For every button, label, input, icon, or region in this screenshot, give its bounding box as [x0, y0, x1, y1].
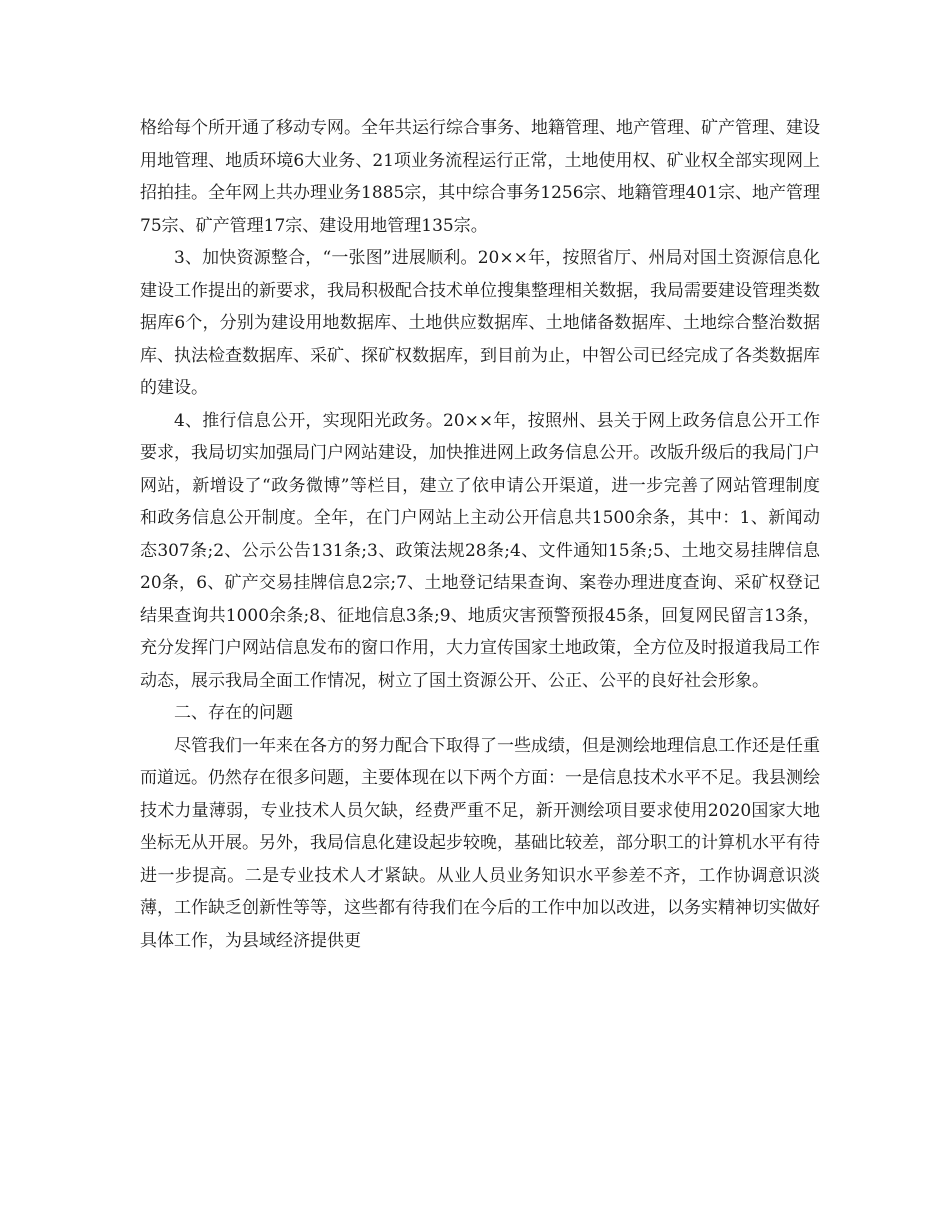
- paragraph-problems: 尽管我们一年来在各方的努力配合下取得了一些成绩，但是测绘地理信息工作还是任重而道远。仍然存在很多问题，主要体现在以下两个方面：一是信息技术水平不足。我县测绘技术力量薄弱，专业技术人员欠缺，经费严重不足，新开测绘项目要求使用2020国家大地坐标无从开展。另外，我局信息化建设起步较晚，基础比较差，部分职工的计算机水平有待进一步提高。二是专业技术人才紧缺。从业人员业务知识水平参差不齐，工作协调意识淡薄，工作缺乏创新性等等，这些都有待我们在今后的工作中加以改进，以务实精神切实做好具体工作，为县域经济提供更: [140, 735, 820, 951]
- paragraph-resource-integration: 3、加快资源整合，“一张图”进展顺利。20××年，按照省厅、州局对国土资源信息化建设工作提出的新要求，我局积极配合技术单位搜集整理相关数据，我局需要建设管理类数据库6个，分别为建设用地数据库、土地供应数据库、土地储备数据库、土地综合整治数据库、执法检查数据库、采矿、探矿权数据库，到目前为止，中智公司已经完成了各类数据库的建设。: [140, 248, 820, 398]
- section-heading-problems: 二、存在的问题: [174, 703, 293, 723]
- paragraph-information-disclosure: 4、推行信息公开，实现阳光政务。20××年，按照州、县关于网上政务信息公开工作要求，我局切实加强局门户网站建设，加快推进网上政务信息公开。改版升级后的我局门户网站，新增设了“政务微博”等栏目，建立了依申请公开渠道，进一步完善了网站管理制度和政务信息公开制度。全年，在门户网站上主动公开信息共1500余条，其中：1、新闻动态307条;2、公示公告131条;3、政策法规28条;4、文件通知15条;5、土地交易挂牌信息20条，6、矿产交易挂牌信息2宗;7、土地登记结果查询、案卷办理进度查询、采矿权登记结果查询共1000余条;8、征地信息3条;9、地质灾害预警预报45条，回复网民留言13条，充分发挥门户网站信息发布的窗口作用，大力宣传国家土地政策，全方位及时报道我局工作动态，展示我局全面工作情况，树立了国土资源公开、公正、公平的良好社会形象。: [140, 410, 820, 691]
- paragraph-continuation: 格给每个所开通了移动专网。全年共运行综合事务、地籍管理、地产管理、矿产管理、建设用地管理、地质环境6大业务、21项业务流程运行正常，土地使用权、矿业权全部实现网上招拍挂。全年网上共办理业务1885宗，其中综合事务1256宗、地籍管理401宗、地产管理75宗、矿产管理17宗、建设用地管理135宗。: [140, 118, 820, 236]
- document-body: [140, 112, 820, 957]
